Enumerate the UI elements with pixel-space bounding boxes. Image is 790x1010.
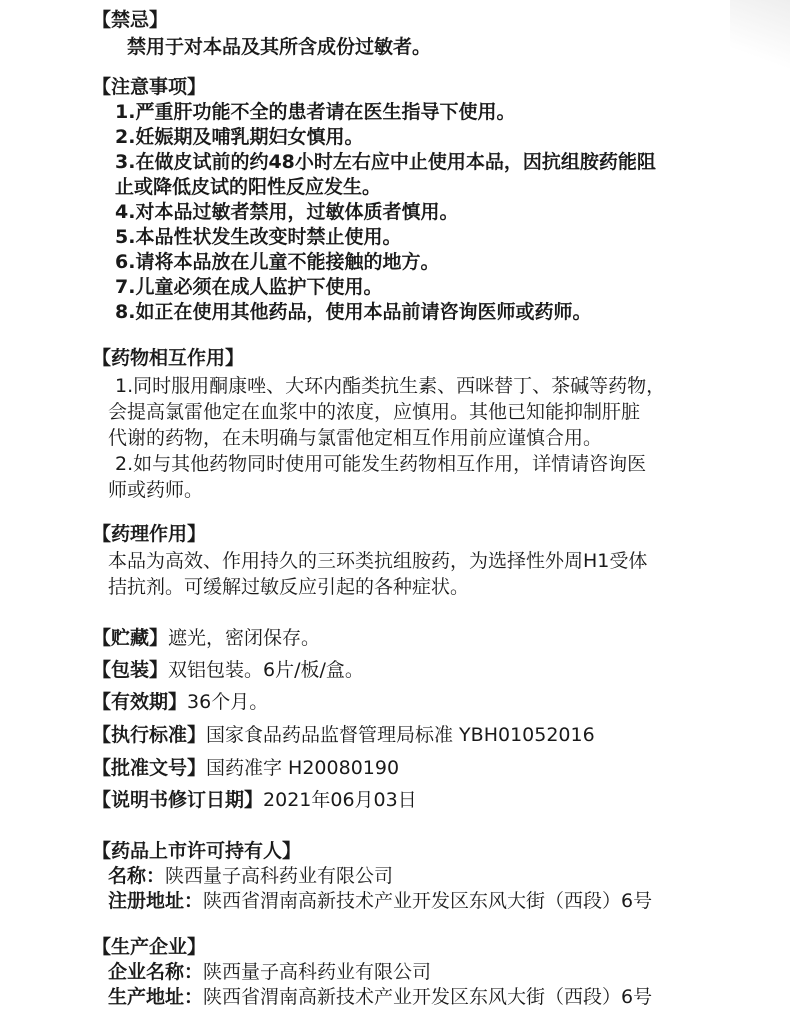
standard-text: 国家食品药品监督管理局标准 YBH01052016: [206, 724, 595, 746]
interactions-line: 2.如与其他药物同时使用可能发生药物相互作用，详情请咨询医: [115, 453, 647, 475]
pharmacology-header: 【药理作用】: [92, 523, 207, 545]
precaution-item: 6.请将本品放在儿童不能接触的地方。: [115, 251, 440, 273]
storage-text: 遮光，密闭保存。: [168, 627, 321, 649]
precaution-item: 5.本品性状发生改变时禁止使用。: [115, 226, 402, 248]
interactions-line: 代谢的药物，在未明确与氯雷他定相互作用前应谨慎合用。: [108, 427, 603, 449]
packaging-text: 双铝包装。6片/板/盒。: [168, 659, 364, 681]
storage-header: 【贮藏】: [92, 627, 169, 649]
interactions-line: 师或药师。: [108, 479, 204, 501]
manufacturer-address: 陕西省渭南高新技术产业开发区东风大街（西段）6号: [203, 986, 653, 1008]
holder-address-row: [108, 888, 652, 914]
packaging-row: [92, 657, 364, 683]
revision-text: 2021年06月03日: [263, 789, 417, 811]
holder-address: 陕西省渭南高新技术产业开发区东风大街（西段）6号: [203, 890, 653, 912]
approval-text: 国药准字 H20080190: [206, 757, 400, 779]
standard-row: [92, 722, 595, 748]
interactions-line: 1.同时服用酮康唑、大环内酯类抗生素、西咪替丁、茶碱等药物，: [115, 375, 666, 397]
precaution-item: 7.儿童必须在成人监护下使用。: [115, 276, 383, 298]
precaution-item: 止或降低皮试的阳性反应发生。: [115, 176, 382, 198]
interactions-line: 会提高氯雷他定在血浆中的浓度，应慎用。其他已知能抑制肝脏: [108, 401, 641, 423]
manufacturer-address-row: [108, 984, 652, 1010]
revision-row: [92, 787, 417, 813]
precaution-item: 3.在做皮试前的约48小时左右应中止使用本品，因抗组胺药能阻: [115, 151, 656, 173]
manufacturer-name-row: [108, 959, 431, 985]
approval-header: 【批准文号】: [92, 757, 207, 779]
revision-header: 【说明书修订日期】: [92, 789, 264, 811]
holder-name-row: [108, 863, 393, 889]
precautions-header: 【注意事项】: [92, 76, 207, 98]
validity-row: [92, 689, 268, 715]
validity-text: 36个月。: [187, 691, 269, 713]
approval-row: [92, 755, 399, 781]
holder-name-label: 名称：: [108, 865, 166, 887]
pharmacology-line: 拮抗剂。可缓解过敏反应引起的各种症状。: [108, 576, 470, 598]
holder-address-label: 注册地址：: [108, 890, 204, 912]
interactions-header: 【药物相互作用】: [92, 347, 245, 369]
pharmacology-line: 本品为高效、作用持久的三环类抗组胺药，为选择性外周H1受体: [108, 550, 648, 572]
precaution-item: 8.如正在使用其他药品，使用本品前请咨询医师或药师。: [115, 301, 592, 323]
corner-shade: [730, 0, 790, 95]
precaution-item: 4.对本品过敏者禁用，过敏体质者慎用。: [115, 201, 459, 223]
standard-header: 【执行标准】: [92, 724, 207, 746]
validity-header: 【有效期】: [92, 691, 188, 713]
packaging-header: 【包装】: [92, 659, 169, 681]
manufacturer-address-label: 生产地址：: [108, 986, 204, 1008]
manufacturer-header: 【生产企业】: [92, 936, 207, 958]
contraindications-text: 禁用于对本品及其所含成份过敏者。: [127, 36, 432, 58]
manufacturer-name-label: 企业名称：: [108, 961, 204, 983]
holder-header: 【药品上市许可持有人】: [92, 840, 302, 862]
precaution-item: 2.妊娠期及哺乳期妇女慎用。: [115, 126, 364, 148]
manufacturer-name: 陕西量子高科药业有限公司: [203, 961, 432, 983]
contraindications-header: 【禁忌】: [92, 9, 169, 31]
storage-row: [92, 625, 320, 651]
holder-name: 陕西量子高科药业有限公司: [165, 865, 394, 887]
precaution-item: 1.严重肝功能不全的患者请在医生指导下使用。: [115, 101, 516, 123]
